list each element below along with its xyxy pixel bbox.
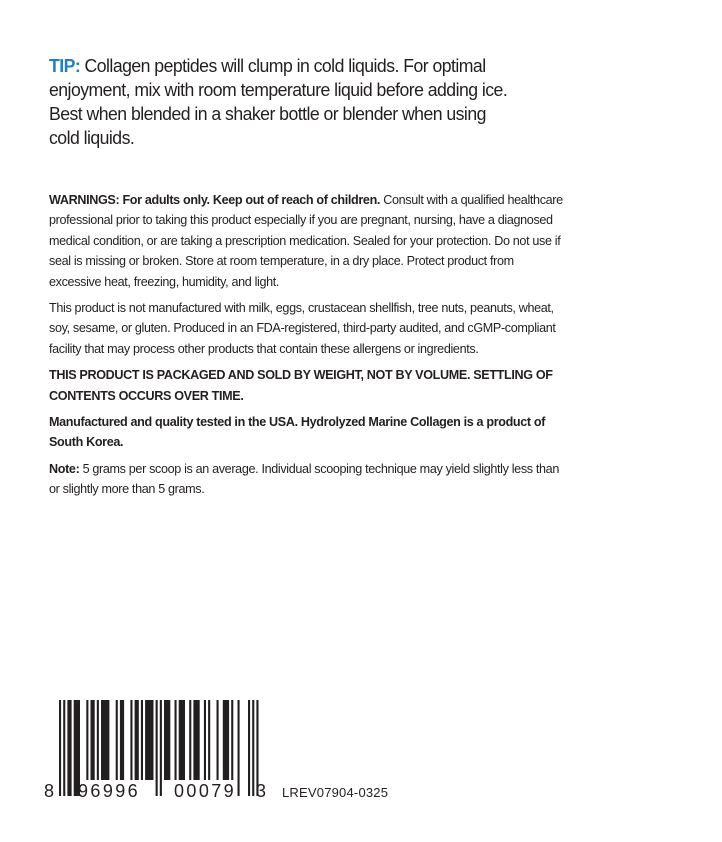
note-paragraph: [49, 459, 569, 500]
barcode-bar: [223, 700, 229, 780]
upc-barcode: [44, 700, 464, 810]
barcode-bar: [101, 700, 109, 780]
barcode-bar: [130, 700, 132, 780]
barcode-bar: [231, 700, 233, 780]
tip-paragraph: [49, 54, 515, 150]
barcode-bar: [135, 700, 139, 780]
label-body: [49, 190, 569, 506]
note-label: Note:: [49, 461, 80, 476]
barcode-bar: [63, 700, 65, 796]
barcode-check-digit: 3: [256, 781, 269, 801]
allergens-paragraph: This product is not manufactured with milk, eggs, crustacean shellfish, tree nuts, peanuts, wheat, soy, sesame, or gluten. Produced in an FDA-registered, third-party audited, and cGMP-compliant facility that may process other products that contain these allergens or ingredients.: [49, 301, 556, 356]
barcode-bar: [164, 700, 170, 780]
barcode-bar: [252, 700, 254, 796]
barcode-bar: [204, 700, 206, 780]
barcode-bar: [217, 700, 219, 780]
barcode-bar: [156, 700, 158, 796]
barcode-bar: [97, 700, 99, 780]
note-text: 5 grams per scoop is an average. Individual scooping technique may yield slightly less than or slightly more than 5 grams.: [49, 461, 559, 497]
barcode-bar: [59, 700, 61, 796]
barcode-bar: [141, 700, 143, 780]
barcode-bar: [120, 700, 124, 780]
tip-label: TIP:: [49, 56, 81, 76]
barcode-bar: [179, 700, 185, 780]
barcode-bar: [189, 700, 191, 780]
barcode-bar: [238, 700, 240, 796]
barcode-bar: [67, 700, 71, 796]
barcode-bar: [248, 700, 250, 796]
lot-code: LREV07904-0325: [282, 785, 389, 800]
warnings-paragraph: [49, 190, 569, 292]
barcode-right-digits: 00079: [174, 781, 237, 801]
barcode-bar: [116, 700, 118, 780]
barcode-bar: [86, 700, 88, 780]
barcode-bar: [145, 700, 153, 780]
barcode-lead-digit: 8: [44, 781, 57, 801]
barcode-bar: [175, 700, 177, 780]
barcode-bar: [160, 700, 162, 796]
packaged-by-weight-notice: THIS PRODUCT IS PACKAGED AND SOLD BY WEIGHT, NOT BY VOLUME. SETTLING OF CONTENTS OCCURS OVER TIME.: [49, 368, 553, 403]
barcode-left-digits: 96996: [78, 781, 141, 801]
barcode-bar: [208, 700, 210, 780]
barcode-bar: [193, 700, 199, 780]
tip-text: Collagen peptides will clump in cold liquids. For optimal enjoyment, mix with room temperature liquid before adding ice. Best when blended in a shaker bottle or blender when using cold liquids.: [49, 56, 508, 148]
warnings-text: Consult with a qualified healthcare professional prior to taking this product especially if you are pregnant, nursing, have a diagnosed medical condition, or are taking a prescription medication. Sealed for your protection. Do not use if seal is missing or broken. Store at room temperature, in a dry place. Protect product from excessive heat, freezing, humidity, and light.: [49, 193, 563, 289]
barcode-bar: [91, 700, 95, 780]
warnings-heading: WARNINGS: For adults only. Keep out of reach of children.: [49, 193, 381, 207]
manufactured-notice: Manufactured and quality tested in the USA. Hydrolyzed Marine Collagen is a product of South Korea.: [49, 415, 546, 450]
